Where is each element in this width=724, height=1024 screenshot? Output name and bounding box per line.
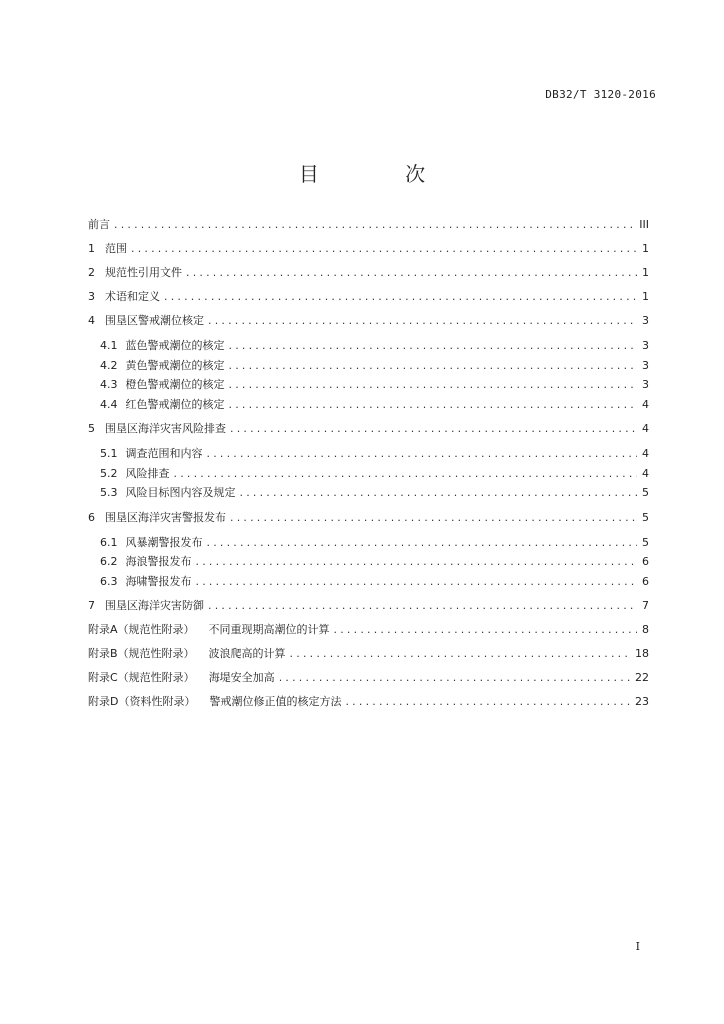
- toc-entry-title: 围垦区海洋灾害警报发布: [105, 510, 226, 524]
- dot-leader: [114, 213, 635, 237]
- toc-entry-page: 1: [642, 242, 649, 255]
- toc-entry[interactable]: [88, 533, 649, 553]
- toc-entry-page: 8: [642, 623, 649, 636]
- toc-entry-page: 3: [642, 358, 649, 372]
- toc-entry-title: 前言: [88, 218, 110, 231]
- toc-entry-title: 围垦区海洋灾害风险排查: [105, 422, 226, 435]
- toc-entry-appendix-label: 附录A（规范性附录）: [88, 623, 195, 636]
- toc-entry[interactable]: [88, 375, 649, 395]
- toc-entry-number: 1: [88, 242, 95, 255]
- toc-entry-page: 6: [642, 574, 649, 588]
- toc-entry-page: 1: [642, 290, 649, 303]
- toc-entry-page: 3: [642, 378, 649, 391]
- toc-entry[interactable]: [88, 237, 649, 261]
- toc-entry[interactable]: [88, 642, 649, 666]
- toc-entry[interactable]: [88, 506, 649, 530]
- toc-entry-title: 海堤安全加高: [208, 671, 275, 684]
- toc-entry-title: 波浪爬高的计算: [208, 647, 286, 660]
- dot-leader: [229, 375, 638, 395]
- toc-entry[interactable]: [88, 552, 649, 572]
- dot-leader: [208, 594, 637, 618]
- dot-leader: [334, 618, 637, 642]
- table-of-contents: [88, 213, 649, 714]
- toc-entry-page: 18: [635, 647, 649, 660]
- toc-entry[interactable]: [88, 444, 649, 464]
- dot-leader: [131, 237, 637, 261]
- toc-entry-title: 警戒潮位修正值的核定方法: [209, 695, 342, 708]
- dot-leader: [196, 572, 638, 592]
- dot-leader: [279, 666, 631, 690]
- toc-entry-page: 4: [642, 447, 649, 460]
- toc-entry-title: 不同重现期高潮位的计算: [208, 623, 330, 636]
- toc-entry[interactable]: [88, 618, 649, 642]
- toc-entry[interactable]: [88, 213, 649, 237]
- toc-entry-number: 4.3: [100, 378, 118, 391]
- toc-entry-number: 5: [88, 422, 95, 435]
- dot-leader: [229, 395, 638, 415]
- toc-entry-page: III: [639, 218, 649, 231]
- dot-leader: [240, 483, 638, 503]
- toc-entry-page: 3: [642, 339, 649, 352]
- dot-leader: [196, 552, 638, 572]
- toc-entry-title: 风险排查: [125, 466, 170, 480]
- toc-entry[interactable]: [88, 395, 649, 415]
- toc-entry[interactable]: [88, 464, 649, 484]
- dot-leader: [345, 690, 631, 714]
- toc-entry-page: 4: [642, 397, 649, 411]
- dot-leader: [207, 533, 638, 553]
- toc-entry[interactable]: [88, 483, 649, 503]
- toc-title: 目 次: [298, 162, 466, 186]
- dot-leader: [174, 464, 638, 484]
- dot-leader: [229, 336, 638, 356]
- toc-entry-title: 风险目标图内容及规定: [125, 486, 236, 499]
- toc-entry-title: 黄色警戒潮位的核定: [125, 358, 225, 372]
- toc-entry-page: 23: [635, 695, 649, 708]
- toc-entry-title: 海啸警报发布: [125, 574, 192, 588]
- toc-entry-page: 5: [642, 510, 649, 524]
- dot-leader: [186, 261, 637, 285]
- toc-entry-title: 橙色警戒潮位的核定: [125, 378, 225, 391]
- dot-leader: [230, 417, 637, 441]
- dot-leader: [290, 642, 631, 666]
- toc-entry-title: 海浪警报发布: [125, 555, 192, 568]
- dot-leader: [230, 506, 637, 530]
- dot-leader: [229, 356, 638, 376]
- toc-entry-page: 6: [642, 555, 649, 568]
- toc-entry[interactable]: [88, 309, 649, 333]
- toc-entry-title: 蓝色警戒潮位的核定: [125, 339, 225, 352]
- toc-entry[interactable]: [88, 666, 649, 690]
- toc-entry-number: 5.1: [100, 447, 118, 460]
- toc-entry-number: 6.3: [100, 574, 118, 588]
- toc-entry-number: 6: [88, 510, 95, 524]
- toc-entry[interactable]: [88, 417, 649, 441]
- toc-entry-appendix-label: 附录B（规范性附录）: [88, 647, 195, 660]
- toc-entry-page: 5: [642, 486, 649, 499]
- dot-leader: [208, 309, 637, 333]
- toc-entry-number: 4.2: [100, 358, 118, 372]
- toc-entry-number: 3: [88, 290, 95, 303]
- toc-entry-title: 红色警戒潮位的核定: [125, 397, 225, 411]
- toc-entry-number: 5.2: [100, 466, 118, 480]
- toc-entry-number: 6.2: [100, 555, 118, 568]
- toc-entry-appendix-label: 附录C（规范性附录）: [88, 671, 195, 684]
- dot-leader: [207, 444, 638, 464]
- toc-entry[interactable]: [88, 336, 649, 356]
- toc-entry-page: 4: [642, 466, 649, 480]
- toc-entry-number: 7: [88, 599, 95, 612]
- toc-entry[interactable]: [88, 572, 649, 592]
- toc-entry-title: 术语和定义: [105, 290, 160, 303]
- dot-leader: [164, 285, 637, 309]
- toc-entry-page: 1: [642, 266, 649, 279]
- toc-entry-page: 4: [642, 422, 649, 435]
- toc-entry-title: 风暴潮警报发布: [125, 535, 203, 549]
- toc-entry-page: 22: [635, 671, 649, 684]
- toc-entry[interactable]: [88, 285, 649, 309]
- toc-entry-number: 6.1: [100, 535, 118, 549]
- toc-entry-title: 围垦区海洋灾害防御: [105, 599, 204, 612]
- toc-entry[interactable]: [88, 261, 649, 285]
- toc-entry-number: 4.4: [100, 397, 118, 411]
- toc-entry-number: 2: [88, 266, 95, 279]
- toc-entry[interactable]: [88, 356, 649, 376]
- toc-entry-page: 7: [642, 599, 649, 612]
- toc-entry-title: 调查范围和内容: [125, 447, 203, 460]
- toc-entry-title: 围垦区警戒潮位核定: [105, 314, 204, 327]
- toc-entry-appendix-label: 附录D（资料性附录）: [88, 695, 196, 708]
- toc-entry-title: 规范性引用文件: [105, 266, 182, 279]
- toc-entry-number: 5.3: [100, 486, 118, 499]
- page-number: I: [635, 940, 640, 953]
- toc-entry-page: 5: [642, 535, 649, 549]
- toc-entry-title: 范围: [105, 242, 127, 255]
- toc-entry[interactable]: [88, 690, 649, 714]
- toc-entry-page: 3: [642, 314, 649, 327]
- toc-entry-number: 4.1: [100, 339, 118, 352]
- toc-entry[interactable]: [88, 594, 649, 618]
- document-code: DB32/T 3120-2016: [545, 88, 656, 101]
- toc-entry-number: 4: [88, 314, 95, 327]
